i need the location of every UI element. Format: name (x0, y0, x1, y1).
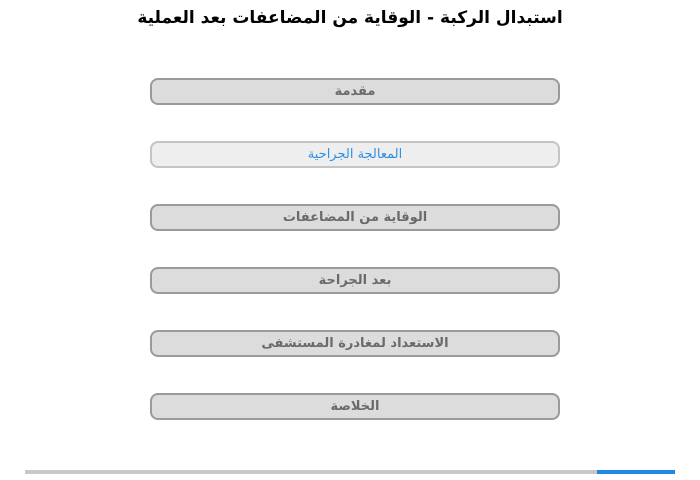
menu-item-introduction[interactable]: مقدمة (150, 78, 560, 105)
menu-item-surgical-treatment[interactable]: المعالجة الجراحية (150, 141, 560, 168)
page-title: استبدال الركبة - الوقاية من المضاعفات بعد العملية (137, 8, 563, 28)
chapter-menu (150, 78, 560, 456)
progress-fill (597, 470, 675, 474)
menu-item-summary[interactable]: الخلاصة (150, 393, 560, 420)
progress-bar (25, 470, 675, 474)
menu-item-after-surgery[interactable]: بعد الجراحة (150, 267, 560, 294)
menu-item-hospital-discharge[interactable]: الاستعداد لمغادرة المستشفى (150, 330, 560, 357)
menu-item-complication-prevention[interactable]: الوقاية من المضاعفات (150, 204, 560, 231)
